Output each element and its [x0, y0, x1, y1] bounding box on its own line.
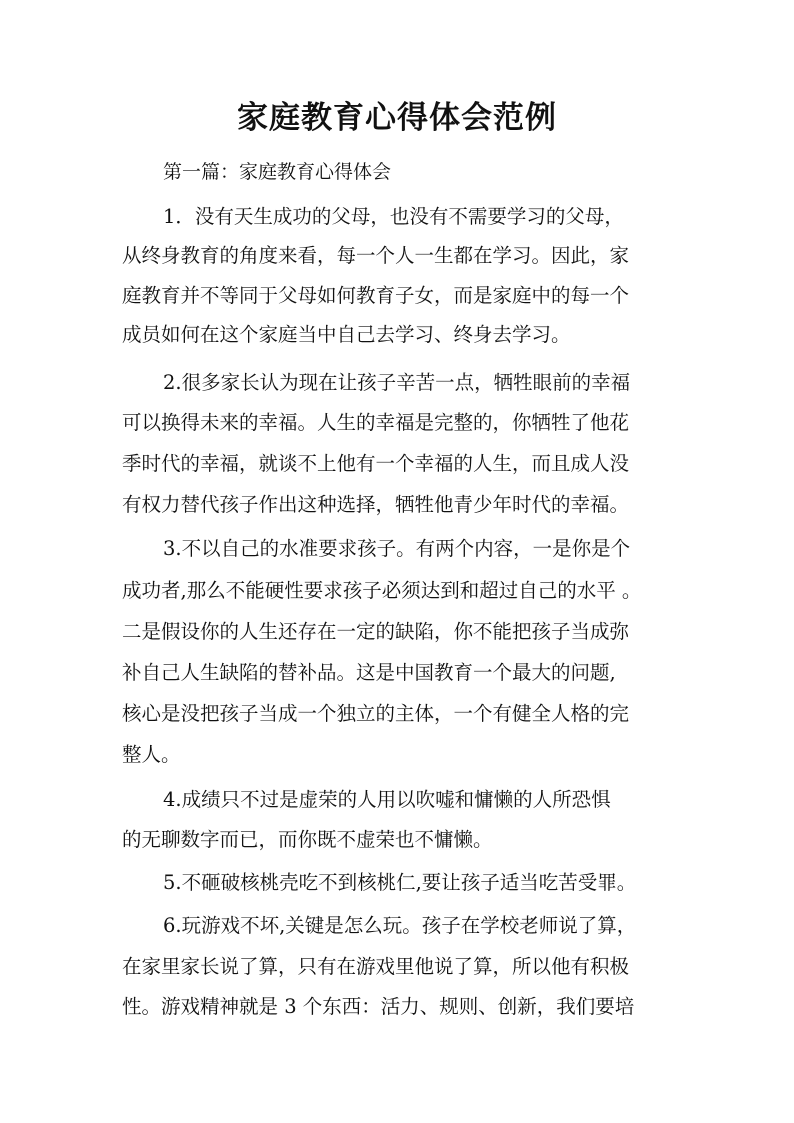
- paragraph-6-line-3: 性。游戏精神就是 3 个东西：活力、规则、创新，我们要培: [122, 995, 635, 1018]
- paragraph-1-line-3: 庭教育并不等同于父母如何教育子女，而是家庭中的每一个: [122, 284, 630, 307]
- paragraph-1-line-2: 从终身教育的角度来看，每一个人一生都在学习。因此，家: [122, 244, 630, 267]
- paragraph-3-line-4: 补自己人生缺陷的替补品。这是中国教育一个最大的问题,: [122, 661, 616, 684]
- paragraph-3-line-1: 3.不以自己的水准要求孩子。有两个内容，一是你是个: [163, 537, 631, 560]
- section-heading: 第一篇：家庭教育心得体会: [163, 161, 392, 183]
- paragraph-3-line-5: 核心是没把孩子当成一个独立的主体，一个有健全人格的完: [122, 702, 630, 725]
- paragraph-3-line-6: 整人。: [122, 743, 181, 766]
- paragraph-2-line-2: 可以换得未来的幸福。人生的幸福是完整的，你牺牲了他花: [122, 411, 630, 434]
- paragraph-2-line-3: 季时代的幸福，就谈不上他有一个幸福的人生，而且成人没: [122, 452, 630, 475]
- paragraph-6-line-2: 在家里家长说了算，只有在游戏里他说了算，所以他有积极: [122, 955, 630, 978]
- paragraph-4-line-1: 4.成绩只不过是虚荣的人用以吹嘘和慵懒的人所恐惧: [163, 788, 611, 811]
- paragraph-1-line-4: 成员如何在这个家庭当中自己去学习、终身去学习。: [122, 323, 571, 346]
- paragraph-1-line-1: 1．没有天生成功的父母，也没有不需要学习的父母，: [163, 205, 624, 228]
- paragraph-4-line-2: 的无聊数字而已，而你既不虚荣也不慵懒。: [122, 828, 493, 851]
- paragraph-2-line-4: 有权力替代孩子作出这种选择，牺牲他青少年时代的幸福。: [122, 493, 630, 516]
- paragraph-6-line-1: 6.玩游戏不坏,关键是怎么玩。孩子在学校老师说了算，: [163, 914, 637, 937]
- paragraph-5-line-1: 5.不砸破核桃壳吃不到核桃仁,要让孩子适当吃苦受罪。: [163, 871, 637, 894]
- document-title: 家庭教育心得体会范例: [237, 100, 557, 136]
- paragraph-3-line-2: 成功者,那么不能硬性要求孩子必须达到和超过自己的水平 。: [122, 579, 642, 602]
- paragraph-2-line-1: 2.很多家长认为现在让孩子辛苦一点，牺牲眼前的幸福: [163, 371, 631, 394]
- paragraph-3-line-3: 二是假设你的人生还存在一定的缺陷，你不能把孩子当成弥: [122, 620, 630, 643]
